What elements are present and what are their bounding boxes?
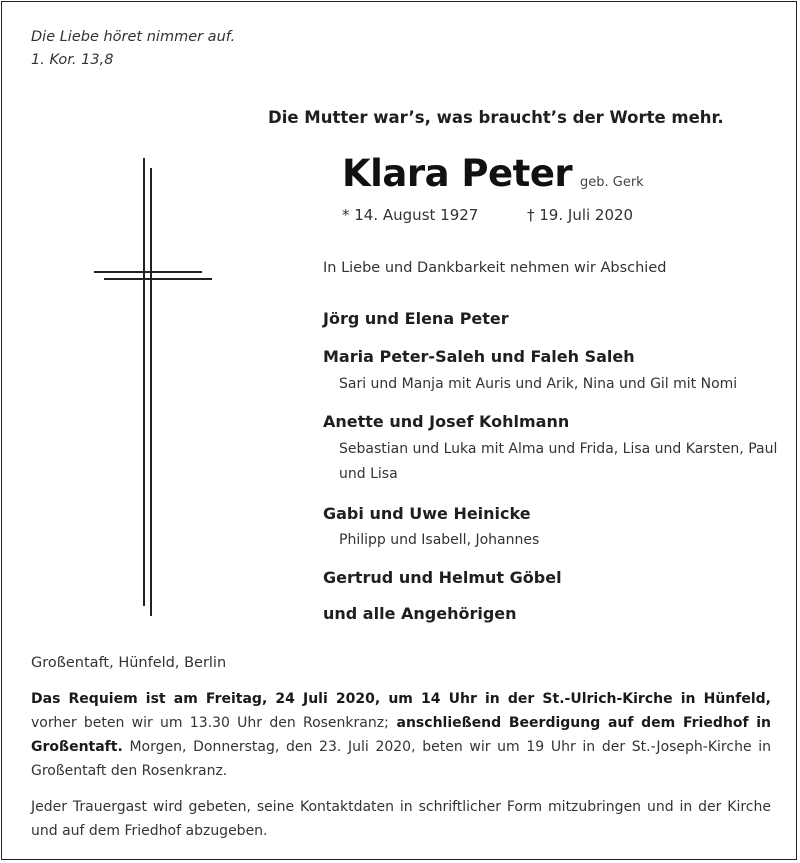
birth-date: * 14. August 1927 xyxy=(342,206,479,224)
requiem-paragraph xyxy=(31,687,771,783)
farewell-intro: In Liebe und Dankbarkeit nehmen wir Abschied xyxy=(323,260,667,276)
bible-reference: 1. Kor. 13,8 xyxy=(31,52,114,68)
places: Großentaft, Hünfeld, Berlin xyxy=(31,655,227,671)
requiem-bold-2: anschließend Beerdigung auf dem Friedhof in Großentaft. xyxy=(31,715,771,755)
birth-name: geb. Gerk xyxy=(580,175,644,190)
family-children: Sari und Manja mit Auris und Arik, Nina und Gil mit Nomi xyxy=(339,376,738,392)
motto: Die Mutter war’s, was braucht’s der Worte mehr. xyxy=(268,108,724,127)
deceased-name: Klara Peter xyxy=(342,152,573,195)
requiem-bold-1: Das Requiem ist am Freitag, 24 Juli 2020, um 14 Uhr in der St.-Ulrich-Kirche in Hünfeld, xyxy=(31,691,771,707)
bible-verse: Die Liebe höret nimmer auf. xyxy=(31,29,236,45)
family-name: und alle Angehörigen xyxy=(323,604,517,623)
requiem-text-2: Morgen, Donnerstag, den 23. Juli 2020, beten wir um 19 Uhr in der St.-Joseph-Kirche in Großentaft den Rosenkranz. xyxy=(31,739,771,779)
guest-note: Jeder Trauergast wird gebeten, seine Kontaktdaten in schriftlicher Form mitzubringen und in der Kirche und auf dem Friedhof abzugeben. xyxy=(31,799,771,839)
family-name: Gabi und Uwe Heinicke xyxy=(323,504,531,523)
requiem-text-1: vorher beten wir um 13.30 Uhr den Rosenkranz; xyxy=(31,715,389,731)
family-children: Sebastian und Luka mit Alma und Frida, Lisa und Karsten, Paul und Lisa xyxy=(339,441,778,482)
death-date: † 19. Juli 2020 xyxy=(527,206,634,224)
family-name: Jörg und Elena Peter xyxy=(323,309,509,328)
family-name: Anette und Josef Kohlmann xyxy=(323,412,570,431)
family-name: Maria Peter-Saleh und Faleh Saleh xyxy=(323,347,635,366)
family-children: Philipp und Isabell, Johannes xyxy=(339,532,540,548)
family-name: Gertrud und Helmut Göbel xyxy=(323,568,562,587)
